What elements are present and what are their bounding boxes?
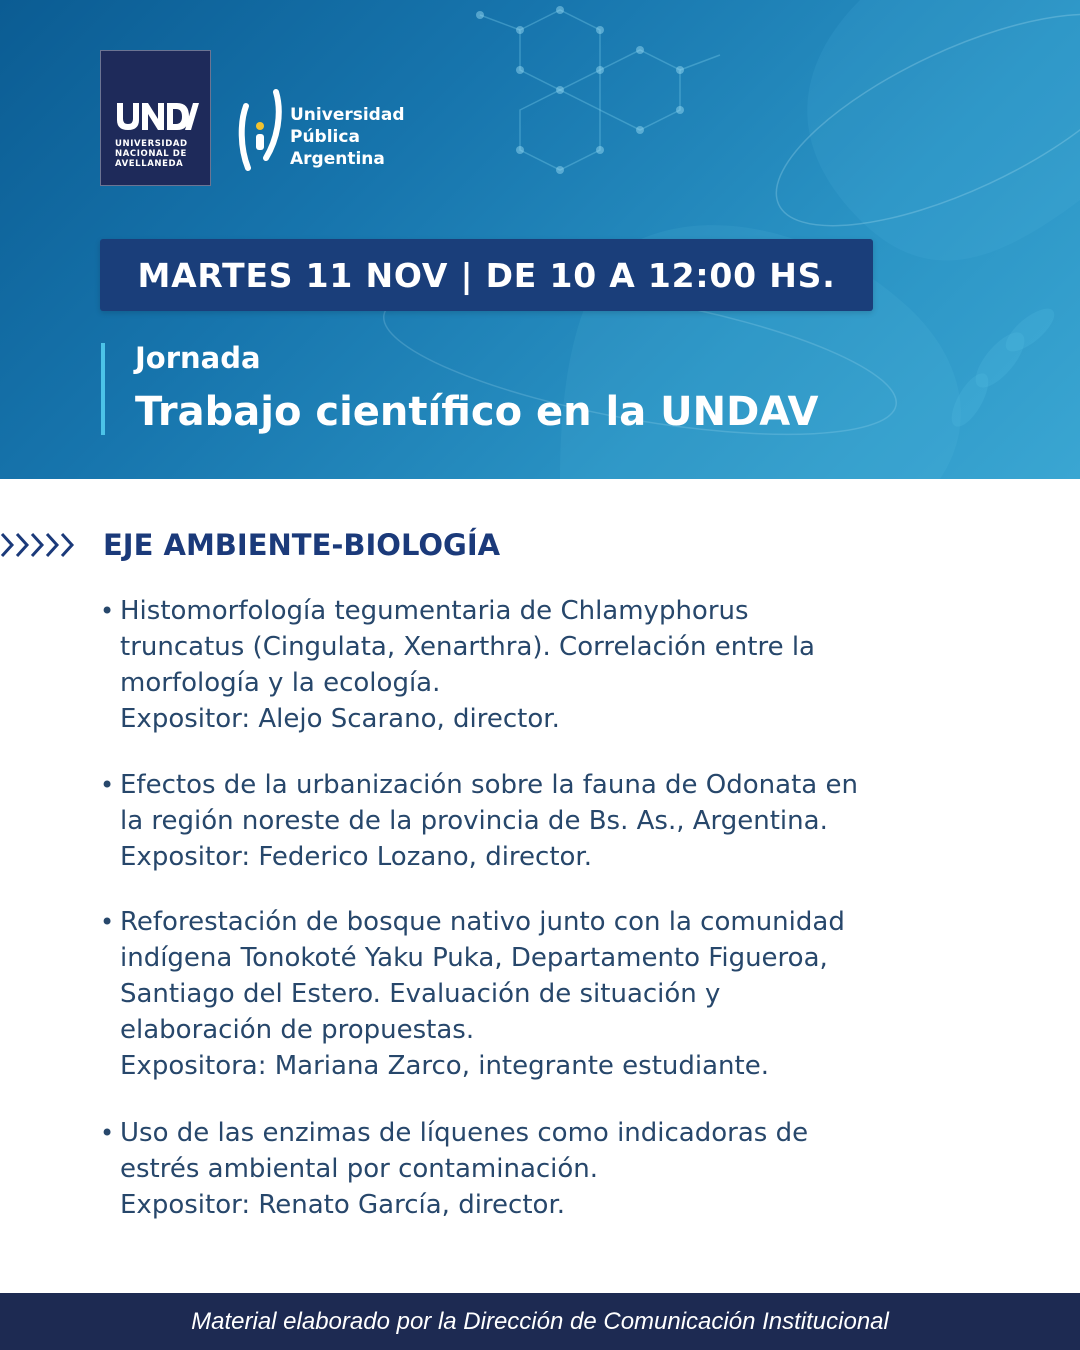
section-heading: [0, 525, 1080, 565]
bullet: •: [100, 771, 115, 799]
undav-logo: [100, 50, 211, 186]
event-title-block: [101, 343, 819, 435]
item-line: elaboración de propuestas.: [120, 1015, 475, 1045]
footer-bar: [0, 1293, 1080, 1350]
item-line: Reforestación de bosque nativo junto con la comunidad: [120, 907, 845, 937]
item-line: Efectos de la urbanización sobre la fauna de Odonata en: [120, 770, 858, 800]
undav-line-1: UNIVERSIDAD: [115, 139, 188, 149]
item-line: Uso de las enzimas de líquenes como indicadoras de: [120, 1118, 809, 1148]
upa-line-1: Universidad: [290, 105, 405, 125]
item-line: morfología y la ecología.: [120, 668, 441, 698]
list-item-body: [120, 593, 1020, 737]
bullet: •: [100, 597, 115, 625]
upa-emblem-icon: [238, 88, 284, 172]
bullet: •: [100, 1119, 115, 1147]
item-speaker: Expositor: Alejo Scarano, director.: [120, 704, 560, 734]
item-line: la región noreste de la provincia de Bs. As., Argentina.: [120, 806, 828, 836]
list-item-body: [120, 767, 1020, 875]
item-line: Histomorfología tegumentaria de Chlamyphorus: [120, 596, 749, 626]
undav-logo-text: [115, 139, 203, 169]
event-title: Trabajo científico en la UNDAV: [135, 389, 819, 435]
double-chevron-right-icon: [0, 531, 80, 559]
event-date-bar: [100, 239, 873, 311]
upa-line-3: Argentina: [290, 149, 385, 169]
undav-line-3: AVELLANEDA: [115, 159, 184, 169]
upa-logo-text: [290, 104, 404, 170]
universidad-publica-logo: [238, 88, 438, 172]
item-line: Santiago del Estero. Evaluación de situación y: [120, 979, 721, 1009]
section-title: EJE AMBIENTE-BIOLOGÍA: [103, 528, 501, 562]
item-speaker: Expositor: Renato García, director.: [120, 1190, 566, 1220]
list-item-body: [120, 1115, 1020, 1223]
item-line: estrés ambiental por contaminación.: [120, 1154, 599, 1184]
item-speaker: Expositor: Federico Lozano, director.: [120, 842, 592, 872]
event-date-text: MARTES 11 NOV | DE 10 A 12:00 HS.: [137, 255, 836, 295]
footer-credit: Material elaborado por la Dirección de Comunicación Institucional: [191, 1307, 889, 1335]
upa-line-2: Pública: [290, 127, 360, 147]
item-speaker: Expositora: Mariana Zarco, integrante estudiante.: [120, 1051, 769, 1081]
undav-wordmark-icon: [115, 101, 199, 131]
item-line: indígena Tonokoté Yaku Puka, Departamento Figueroa,: [120, 943, 828, 973]
item-line: truncatus (Cingulata, Xenarthra). Correlación entre la: [120, 632, 815, 662]
list-item-body: [120, 904, 1020, 1084]
undav-line-2: NACIONAL DE: [115, 149, 187, 159]
header-banner: [0, 0, 1080, 479]
bullet: •: [100, 908, 115, 936]
event-kicker: Jornada: [135, 341, 261, 375]
